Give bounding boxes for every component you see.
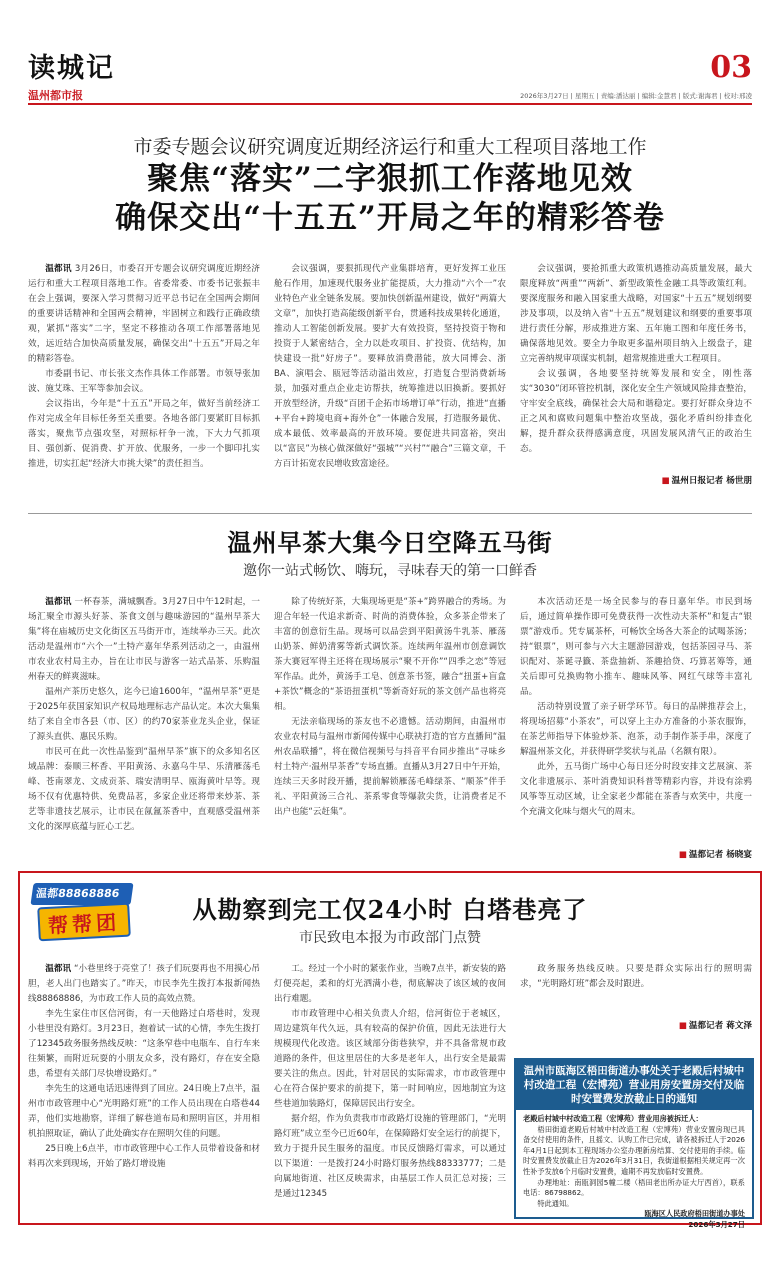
notice-title: 温州市瓯海区梧田街道办事处关于老殿后村城中村改造工程（宏博苑）营业用房安置房交付及临时安置费发放截止日的通知 [516,1060,752,1110]
paragraph [274,1007,506,1112]
story2-column-2 [274,595,506,851]
story2-column-3 [520,595,752,835]
paragraph [28,1142,260,1172]
story1-kicker [0,132,780,159]
paragraph-text: 无法亲临现场的茶友也不必遗憾。活动期间，由温州市农业农村局与温州市新闻传媒中心联袂打造的官方直播间“温州农品联播”，将在微信视频号与抖音平台同步推出“寻味乡村土特产·温州早茶香”专场直播。直播从3月27日中午开始，连续三天多时段开播，提前解锁雁荡毛峰绿茶、“顺茶”伴手礼、平阳黄汤三合礼、茶系零食等爆款尖货，让消费者足不出户也能“云赶集”。 [274,717,506,817]
story1-kicker-text: 市委专题会议研究调度近期经济运行和重大工程项目落地工作 [133,136,647,158]
notice-body [516,1110,752,1235]
paragraph-text: 市民可在此一次性品鉴到“温州早茶”旗下的众多知名区域品牌：泰顺三杯香、平阳黄汤、永嘉乌牛早、乐清雁荡毛峰、苍南翠龙、文成贡茶、瑞安清明早、瓯海黄叶早等。现场不仅有优惠特供、免费品茗，多家企业还将带来炒茶、茶艺等非遗技艺展示，让市民在氤氲茶香中，直观感受温州茶文化的深厚底蕴与匠心工艺。 [28,747,260,832]
paragraph-text: 政务服务热线反映。只要是群众实际出行的照明需求，“光明路灯班”都会及时跟进。 [520,964,752,989]
paragraph-text: 25日晚上6点半，市市政管理中心工作人员带着设备和材料再次来到现场，开始了路灯增设施 [28,1144,260,1169]
paragraph-text: 工。经过一个小时的紧张作业，当晚7点半，新安装的路灯便亮起，柔和的灯光洒满小巷，彻底解决了该区域的夜间出行难题。 [274,964,506,1004]
story2-headline-text: 温州早茶大集今日空降五马街 [227,528,553,557]
dateline: 2026年3月27日 | 星期五 | 责编:潘达丽 | 编辑:金慧君 | 版式:谢海君 | 校对:邢凌 [520,92,752,100]
paragraph-text: 会议强调，各地要坚持统筹发展和安全，刚性落实“3030”闭环管控机制，深化安全生产领域风险排查整治，守牢安全底线，确保社会大局和谐稳定。要打好群众身边不正之风和腐败问题集中整治攻坚战，强化矛盾纠纷排查化解，提升群众获得感满意度，巩固发展风清气正的政治生态。 [520,369,752,454]
story3-column-3 [520,962,752,996]
paragraph [274,962,506,1007]
help-team-logo-bottom: 帮帮团 [37,903,131,942]
paragraph [520,595,752,700]
top-rule [28,103,752,105]
section-title: 读城记 [28,53,115,84]
story1-column-1 [28,262,260,478]
paragraph [28,262,260,367]
paragraph-text: 李先生家住市区信河街，有一天他路过白塔巷时，发现小巷里没有路灯。3月23日，抱着试一试的心情，李先生拨打了12345政务服务热线反映：“这条窄巷中电瓶车、自行车来往频繁，而附近玩耍的小朋友众多，没有路灯，存在安全隐患，希望有关部门尽快增设路灯。” [28,1009,260,1079]
paragraph-text: 一杯春茶，满城飘香。3月27日中午12时起，一场汇聚全市源头好茶、茶食文创与趣味游园的“温州早茶大集”将在庙城历史文化街区五马街开市，连续举办三天。此次活动是温州市“六个一”土特产嘉年华系列活动之一，由温州市农业农村局主办，旨在让市民与游客一站式品茶、乐购温州春天的鲜爽滋味。 [28,597,260,682]
paragraph-text: 会议指出，今年是“十五五”开局之年，做好当前经济工作对完成全年目标任务至关重要。各地各部门要紧盯目标抓落实，聚焦节点强攻坚，对照标杆争一流，下大力气抓项目、强创新、促消费、扩开放、优服务，一步一个脚印扎实推进，切实扛起“经济大市挑大梁”的责任担当。 [28,399,260,469]
paragraph [274,595,506,715]
story2-headline [0,528,780,580]
paragraph [520,262,752,367]
paragraph [28,745,260,835]
story2-deck: 邀你一站式畅饮、嗨玩，寻味春天的第一口鲜香 [243,563,537,579]
paragraph [28,962,260,1007]
story1-column-2 [274,262,506,478]
paragraph-text: 李先生的这通电话迅速得到了回应。24日晚上7点半，温州市市政管理中心“光明路灯班”的工作人员出现在白塔巷44弄，他们实地勘察，详细了解巷道布局和照明盲区，并用相机拍照取证，确认了此处确实存在照明欠佳的问题。 [28,1084,260,1139]
masthead [28,46,115,103]
story3-headline [0,895,780,947]
paragraph [520,760,752,820]
paragraph [28,1007,260,1082]
story2-byline: ■ 温都记者 杨晓宴 [520,848,752,860]
notice-closing: 特此通知。 [537,1198,574,1208]
paragraph-text: 会议强调，要抢抓重大政策机遇推动高质量发展，最大限度释放“两重”“两新”、新型政策性金融工具等政策红利。要深度服务和融入国家重大战略，对国家“十五五”规划纲要涉及事项，以及纳入省“十五五”规划建议和纲要的重要事项进行责任分解，形成推进方案、五年施工图和年度任务书，确保落地见效。要全力争取更多温州项目纳入上级盘子，建立完善纳规审项谋实机制，超常规推进重大工程项目。 [520,264,752,364]
paragraph [274,1112,506,1202]
dateline-lead: 温都讯 [45,264,72,274]
paragraph-text: 3月26日，市委召开专题会议研究调度近期经济运行和重大工程项目落地工作。省委常委、市委书记张振丰在会上强调，要深入学习贯彻习近平总书记在全国两会期间的重要讲话精神和全国两会精神，牢固树立和践行正确政绩观，紧抓“落实”二字，坚定不移推动各项工作部署落地见效，远近结合加快高质量发展，确保交出“十五五”开局之年的精彩答卷。 [28,264,260,364]
paragraph [28,397,260,472]
notice-addressee: 老殿后村城中村改造工程（宏博苑）营业用房被拆迁人： [523,1114,703,1123]
paragraph-text: 此外，五马街广场中心每日还分时段安排文艺展演、茶文化非遗展示、茶叶消费知识科普等精彩内容，并设有涂鸦风筝等互动区域，让全家老少都能在茶香与欢笑中，共度一个充满文化味与烟火气的周末。 [520,762,752,817]
notice-office: 办理地址：南瓯洞园5幢二楼（梧田老出所办证大厅西首），联系电话：86798862。 [523,1177,745,1198]
official-notice [514,1058,754,1229]
story3-byline: ■ 温都记者 蒋文泽 [520,1019,752,1031]
notice-text: 梧田街道老殿后村城中村改造工程（宏博苑）营业安置房现已具备交付使用的条件，且摇文、认购工作已完成，请各被拆迁人于2026年4月1日起到本工程现场办公室办理新房结算、交付使用的手续。临时安置费发放截止日为2026年3月31日，我街道根据相关规定再一次性补予发放6个月临时安置费，逾期不再发放临时安置费。 [523,1124,745,1176]
story3-column-2 [274,962,506,1218]
paragraph-text: 除了传统好茶，大集现场更是“茶+”跨界融合的秀场。为迎合年轻一代追求新奇、时尚的消费体验，众多茶企带来了丰富的创意衍生品。现场可以品尝到平阳黄汤牛乳茶、雁荡山奶茶、鲜奶清雾等新式调饮茶。连续两年温州市创意调饮茶大赛冠军得主还将在现场展示“聚不开你”“四季之恋”等冠军作品。此外，黄汤手工皂、创意茶书签，融合“扭蛋+盲盒+茶饮”概念的“茶语扭蛋机”等新奇好玩的茶文创产品也将亮相。 [274,597,506,712]
paragraph [520,962,752,992]
paragraph-text: 温州产茶历史悠久，迄今已逾1600年，“温州早茶”更是于2025年获国家知识产权局地理标志产品认定。本次大集集结了来自全市各县（市、区）的约70家茶业龙头企业，保证了源头直供、惠民乐购。 [28,687,260,742]
help-team-logo-top: 温都88868886 [30,883,133,905]
story3-headline-text: 从勘察到完工仅24小时 白塔巷亮了 [192,895,588,924]
paragraph-text: 活动特别设置了亲子研学环节。每日的品牌推荐会上，将现场招募“小茶农”，可以穿上主办方准备的小茶农服饰，在茶艺师指导下体验炒茶、泡茶，动手制作茶手串，深度了解温州茶文化，并获得研学奖状与礼品（名额有限）。 [520,702,752,757]
story1-headline-line1: 聚焦“落实”二字狠抓工作落地见效 [147,161,633,197]
story2-column-1 [28,595,260,851]
paragraph-text: 会议强调，要狠抓现代产业集群培育，更好发挥工业压舱石作用，加速现代服务业扩能提质，大力推动“六个一”农业特色产业全链条发展。要加快创新温州建设，做好“两篇大文章”，加快打造高能级创新平台，贯通科技成果转化通道，推动人工智能创新发展。要扩大有效投资，坚持投资于物和投资于人紧密结合，全力以赴攻项目、扩投资、优结构，加快建设一批“好房子”。要释放消费潜能，放大同博会、浙BA、演唱会、瓯冠等活动溢出效应，打造复合型消费新场景，加强对重点企业走访帮扶，统筹推进以旧换新。要抓好开放型经济，升级“百团千企拓市场增订单”行动，推进“直播+平台+跨境电商+海外仓”一体融合发展，打造服务最优、成本最低、效率最高的开放环境。要促进共同富裕，突出以“富民”为核心做深做好“强城”“兴村”“融合”三篇文章，千方百计拓宽农民增收致富途径。 [274,264,506,469]
page-number: 03 [710,50,752,85]
dateline-lead: 温都讯 [45,964,72,974]
notice-date: 2026年3月27日 [688,1219,745,1229]
paragraph [28,595,260,685]
paragraph-text: 市委副书记、市长张文杰作具体工作部署。市领导张加波、施艾珠、王军等参加会议。 [28,369,260,394]
paragraph [274,262,506,472]
paragraph [520,367,752,457]
paragraph-text: “小巷里终于亮堂了！孩子们玩耍再也不用摸心吊胆，老人出门也踏实了。”昨天，市民李先生拨打本报新闻热线88868886，为市政工作人员的高效点赞。 [28,964,260,1004]
story3-deck: 市民致电本报为市政部门点赞 [299,930,481,946]
paragraph [274,715,506,820]
paragraph [28,685,260,745]
paragraph [28,1082,260,1142]
paragraph-text: 据介绍，作为负责我市市政路灯设施的管理部门，“光明路灯班”成立至今已近60年，在保障路灯安全运行的前提下，致力于提升民生服务的温度。市民反馈路灯需求，可以通过以下渠道：一是拨打24小时路灯服务热线88333777；二是向属地街道、社区反映需求，由基层工作人员汇总对接；三是通过12345 [274,1114,506,1199]
story1-column-3 [520,262,752,462]
newspaper-name: 温州都市报 [28,89,83,102]
story1-headline-line2: 确保交出“十五五”开局之年的精彩答卷 [115,200,665,236]
divider [28,513,752,514]
dateline-lead: 温都讯 [45,597,72,607]
paragraph [28,367,260,397]
notice-signature: 瓯海区人民政府梧田街道办事处 [644,1209,745,1219]
paragraph-text: 本次活动还是一场全民参与的春日嘉年华。市民到场后，通过简单操作即可免费获得一次性动夫茶杯”和复古“银票”游戏币。凭专属茶杯，可畅饮全场各大茶企的试喝茶汤；持“银票”，则可参与六大主题游园游戏，包括茶园寻马、茶识配对、茶诞寻籤、茶盘抽新、茶趣拾贷、巧算茗筹等，通关后即可兑换购物小推车、趣味风筝、网红气球等丰富礼品。 [520,597,752,697]
story1-headline [0,160,780,238]
paragraph [520,700,752,760]
paragraph-text: 市市政管理中心相关负责人介绍，信河街位于老城区，周边建筑年代久远，具有较高的保护价值，因此无法进行大规模现代化改造。该区域部分街巷狭窄，并不具备常规市政道路的条件，但这里居住的大多是老年人，出行安全是最需要关注的焦点。因此，针对居民的实际需求，市市政管理中心在符合保护要求的前提下，第一时间响应，因地制宜为这些巷道加装路灯，保障居民出行安全。 [274,1009,506,1109]
story1-byline: ■ 温州日报记者 杨世朋 [520,474,752,486]
story3-column-1 [28,962,260,1218]
